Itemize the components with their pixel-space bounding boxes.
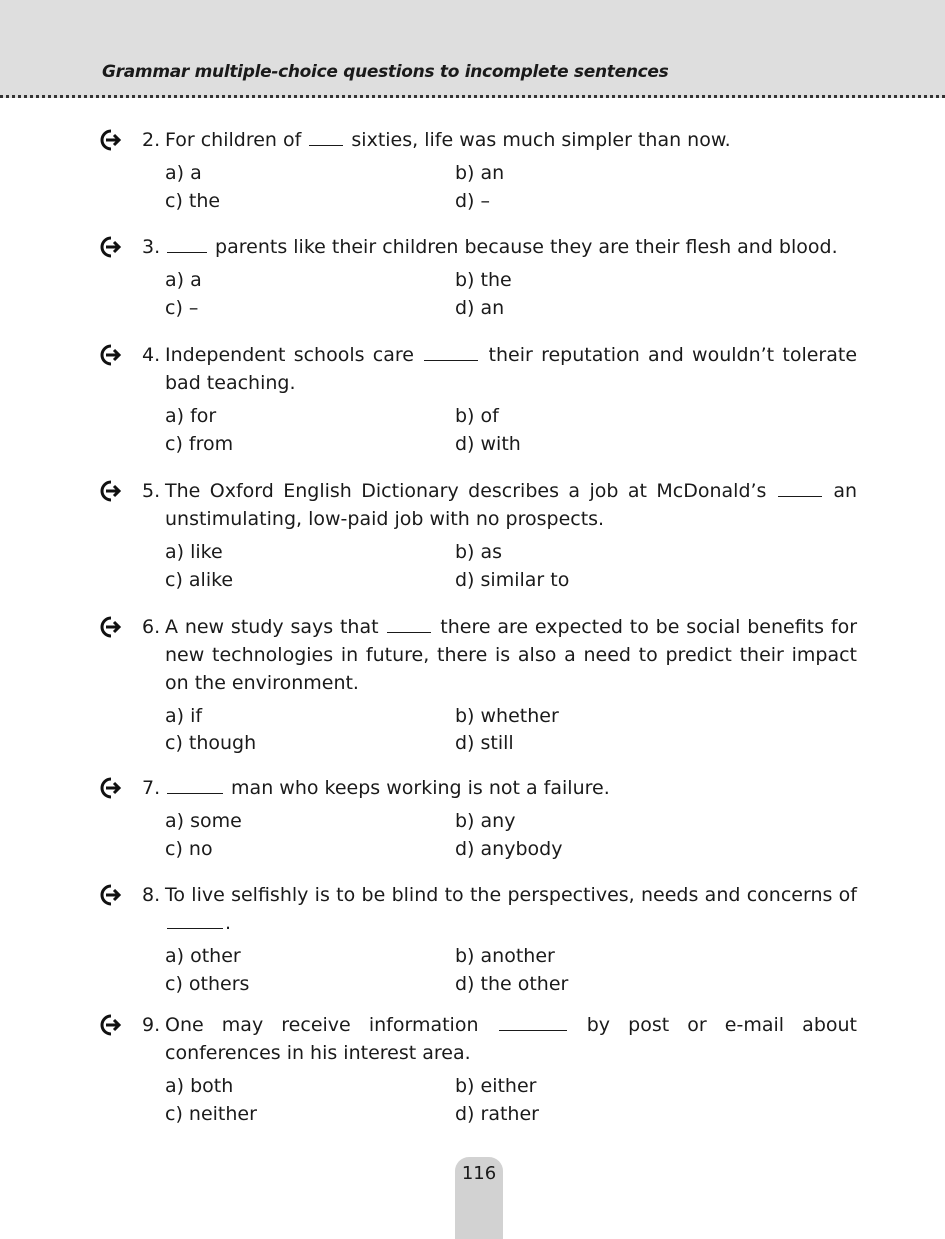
question-number: 7. [142,777,161,799]
option-b: b) the [455,269,512,291]
option-b: b) an [455,162,505,184]
option-d: d) anybody [455,838,563,860]
option-c: c) though [165,732,257,754]
option-a: a) other [165,945,241,967]
question-stem: man who keeps working is not a failure. [165,774,857,802]
option-b: b) of [455,405,499,427]
question-number: 5. [142,480,161,502]
option-a: a) a [165,269,202,291]
option-c: c) alike [165,569,234,591]
option-c: c) others [165,973,250,995]
arrow-bullet-icon [100,344,122,366]
option-d: d) the other [455,973,569,995]
option-c: c) the [165,190,221,212]
option-a: a) if [165,705,203,727]
option-d: d) similar to [455,569,570,591]
option-a: a) both [165,1075,234,1097]
answer-blank [499,1012,567,1031]
question-number: 9. [142,1014,161,1036]
question-number: 3. [142,236,161,258]
option-d: d) – [455,190,491,212]
answer-blank [167,234,207,253]
answer-blank [778,478,822,497]
option-b: b) another [455,945,555,967]
option-a: a) a [165,162,202,184]
option-a: a) for [165,405,217,427]
question-number: 6. [142,616,161,638]
page-title: Grammar multiple-choice questions to incomplete sentences [102,62,669,82]
option-b: b) any [455,810,516,832]
dotted-divider [0,95,945,98]
question-number: 2. [142,129,161,151]
option-c: c) no [165,838,213,860]
option-b: b) either [455,1075,537,1097]
arrow-bullet-icon [100,236,122,258]
option-d: d) rather [455,1103,539,1125]
option-c: c) from [165,433,234,455]
option-d: d) with [455,433,521,455]
question-stem: A new study says that there are expected to be social benefits for new technologies in future, there is also a need to predict their impact on the environment. [165,616,857,694]
option-c: c) neither [165,1103,257,1125]
question-stem: To live selfishly is to be blind to the perspectives, needs and concerns of . [165,884,857,934]
question-number: 4. [142,344,161,366]
answer-blank [387,614,431,633]
question-stem: Independent schools care their reputation and wouldn’t tolerate bad teaching. [165,344,858,394]
header-band [0,0,945,98]
option-b: b) as [455,541,503,563]
question-number: 8. [142,884,161,906]
arrow-bullet-icon [100,616,122,638]
option-d: d) still [455,732,514,754]
arrow-bullet-icon [100,129,122,151]
option-b: b) whether [455,705,559,727]
question-stem: For children of sixties, life was much simpler than now. [165,129,731,151]
page-number: 116 [461,1163,497,1184]
option-a: a) like [165,541,223,563]
answer-blank [167,775,223,794]
answer-blank [167,910,223,929]
answer-blank [309,127,343,146]
option-a: a) some [165,810,242,832]
option-d: d) an [455,297,505,319]
arrow-bullet-icon [100,480,122,502]
question-stem: parents like their children because they are their flesh and blood. [165,233,857,261]
option-c: c) – [165,297,199,319]
answer-blank [424,342,478,361]
arrow-bullet-icon [100,1014,122,1036]
question-stem: One may receive information by post or e-mail about conferences in his interest area. [165,1014,857,1064]
question-stem: The Oxford English Dictionary describes a job at McDonald’s an unstimulating, low-paid job with no prospects. [165,480,858,530]
arrow-bullet-icon [100,777,122,799]
arrow-bullet-icon [100,884,122,906]
